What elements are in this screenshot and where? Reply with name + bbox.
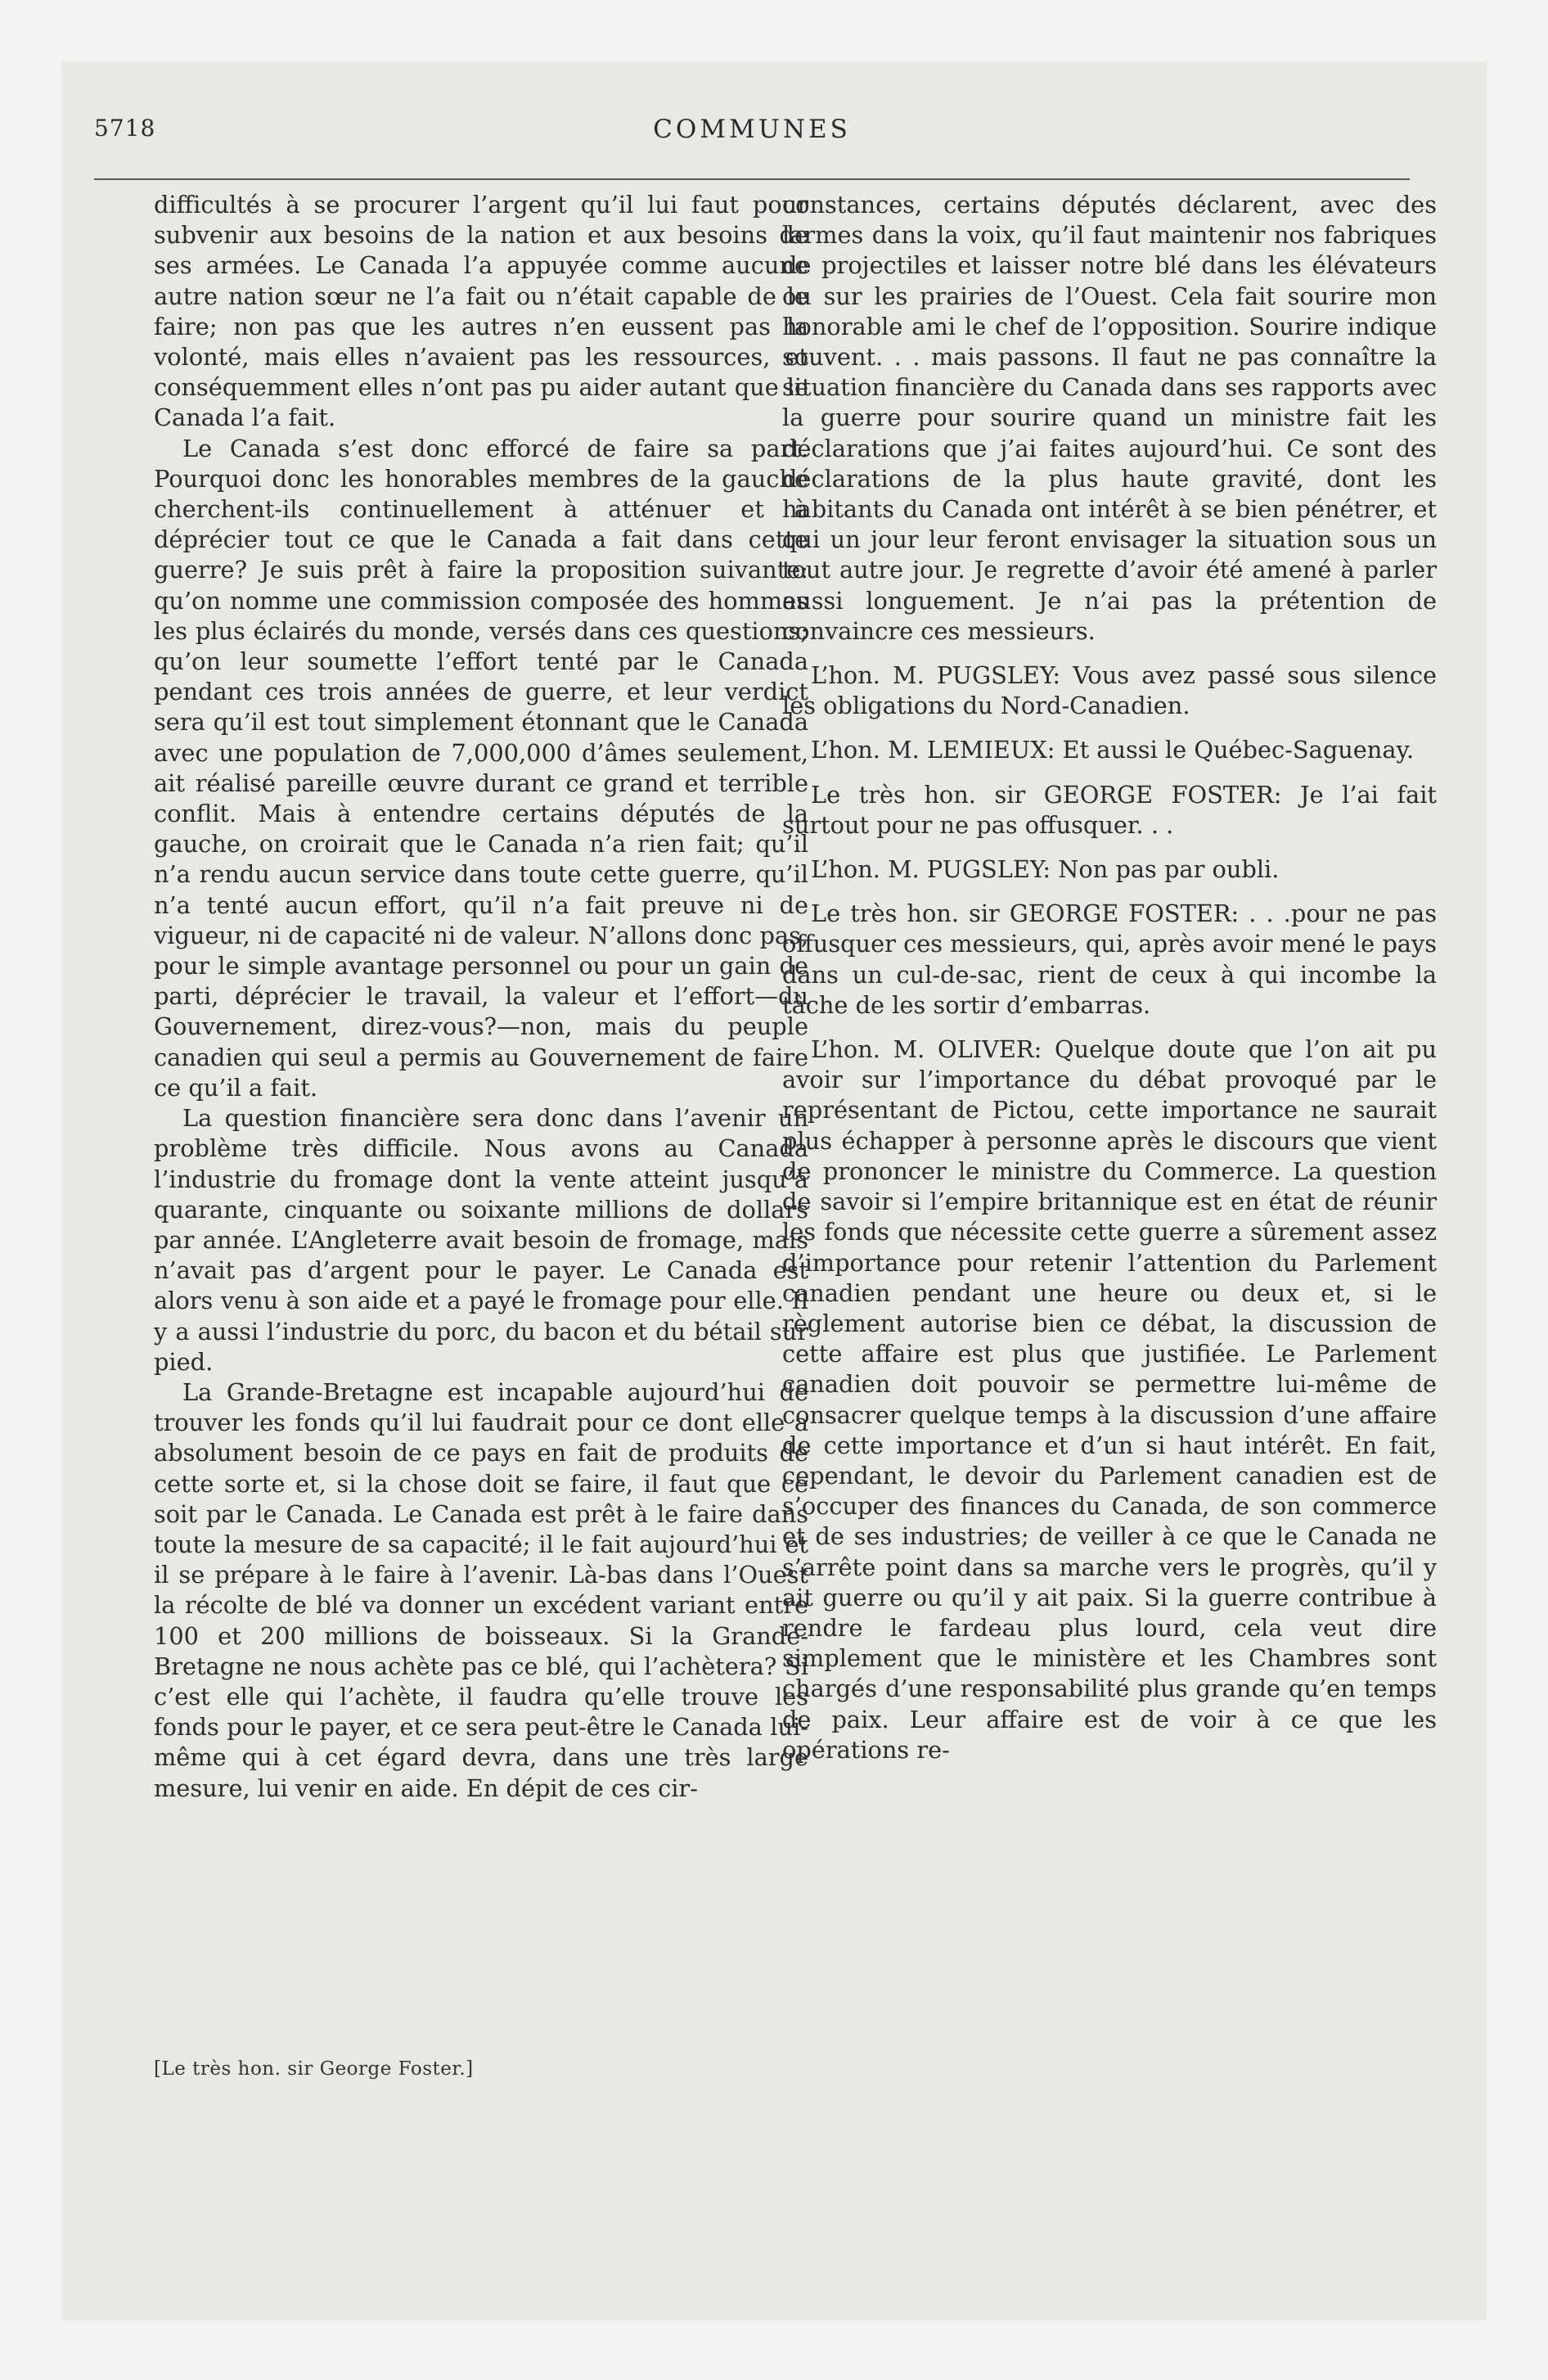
page-number: 5718 <box>94 115 156 142</box>
speech-pugsley: L’hon. M. PUGSLEY: Vous avez passé sous silence les obligations du Nord-Canadien. <box>782 661 1437 720</box>
paragraph: difficultés à se procurer l’argent qu’il lui faut pour subvenir aux besoins de la nation et aux besoins de ses armées. Le Canada l’a appuyée comme aucune autre nation sœur ne l’a fait ou n’était capable de le faire; non pas que les autres n’en eussent pas la volonté, mais elles n’avaient pas les ressources, et conséquemment elles n’ont pas pu aider autant que le Canada l’a fait. <box>154 191 808 432</box>
paragraph: constances, certains députés déclarent, avec des larmes dans la voix, qu’il faut maintenir nos fabriques de projectiles et laisser notre blé dans les élévateurs ou sur les prairies de l’Ouest. Cela fait sourire mon honorable ami le chef de l’opposition. Sourire indique souvent. . . mais passons. Il faut ne pas connaître la situation financière du Canada dans ses rapports avec la guerre pour sourire quand un ministre fait les déclarations que j’ai faites aujourd’hui. Ce sont des déclarations de la plus haute gravité, dont les habitants du Canada ont intérêt à se bien pénétrer, et qui un jour leur feront envisager la situation sous un tout autre jour. Je regrette d’avoir été amené à parler aussi longuement. Je n’ai pas la prétention de convaincre ces messieurs. <box>782 191 1437 645</box>
speech-oliver: L’hon. M. OLIVER: Quelque doute que l’on ait pu avoir sur l’importance du débat provoqué par le représentant de Pictou, cette importance ne saurait plus échapper à personne après le discours que vient de prononcer le ministre du Commerce. La question de savoir si l’empire britannique est en état de réunir les fonds que nécessite cette guerre a sûrement assez d’importance pour retenir l’attention du Parlement canadien pendant une heure ou deux et, si le règlement autorise bien ce débat, la discussion de cette affaire est plus que justifiée. Le Parlement canadien doit pouvoir se permettre lui-même de consacrer quelque temps à la discussion d’une affaire de cette importance et d’un si haut intérêt. En fait, cependant, le devoir du Parlement canadien est de s’occuper des finances du Canada, de son commerce et de ses industries; de veiller à ce que le Canada ne s’arrête point dans sa marche vers le progrès, qu’il y ait guerre ou qu’il y ait paix. Si la guerre contribue à rendre le fardeau plus lourd, cela veut dire simplement que le ministère et les Chambres sont chargés d’une responsabilité plus grande qu’en temps de paix. Leur affaire est de voir à ce que les opérations re- <box>782 1035 1437 1764</box>
speech-pugsley: L’hon. M. PUGSLEY: Non pas par oubli. <box>811 855 1280 884</box>
header-rule <box>94 178 1410 180</box>
speech-foster: Le très hon. sir GEORGE FOSTER: Je l’ai fait surtout pour ne pas offusquer. . . <box>782 780 1437 839</box>
speech-foster: Le très hon. sir GEORGE FOSTER: . . .pour ne pas offusquer ces messieurs, qui, après avoir mené le pays dans un cul-de-sac, rient de ceux à qui incombe la tâche de les sortir d’embarras. <box>782 899 1437 1019</box>
right-column <box>782 190 1437 1765</box>
speech-lemieux: L’hon. M. LEMIEUX: Et aussi le Québec-Saguenay. <box>811 736 1415 764</box>
paragraph: Le Canada s’est donc efforcé de faire sa part. Pourquoi donc les honorables membres de la gauche cherchent-ils continuellement à atténuer et à déprécier tout ce que le Canada a fait dans cette guerre? Je suis prêt à faire la proposition suivante: qu’on nomme une commission composée des hommes les plus éclairés du monde, versés dans ces questions; qu’on leur soumette l’effort tenté par le Canada pendant ces trois années de guerre, et leur verdict sera qu’il est tout simplement étonnant que le Canada avec une population de 7,000,000 d’âmes seulement, ait réalisé pareille œuvre durant ce grand et terrible conflit. Mais à entendre certains députés de la gauche, on croirait que le Canada n’a rien fait; qu’il n’a rendu aucun service dans toute cette guerre, qu’il n’a tenté aucun effort, qu’il n’a fait preuve ni de vigueur, ni de capacité ni de valeur. N’allons donc pas, pour le simple avantage personnel ou pour un gain de parti, déprécier le travail, la valeur et l’effort—du Gouvernement, direz-vous?—non, mais du peuple canadien qui seul a permis au Gouvernement de faire ce qu’il a fait. <box>154 434 808 1102</box>
speaker-footer: [Le très hon. sir George Foster.] <box>154 2058 474 2080</box>
paragraph: La question financière sera donc dans l’avenir un problème très difficile. Nous avons au Canada l’industrie du fromage dont la vente atteint jusqu’à quarante, cinquante ou soixante millions de dollars par année. L’Angleterre avait besoin de fromage, mais n’avait pas d’argent pour le payer. Le Canada est alors venu à son aide et a payé le fromage pour elle. Il y a aussi l’industrie du porc, du bacon et du bétail sur pied. <box>154 1104 808 1376</box>
left-column <box>154 190 808 1804</box>
page-header <box>94 115 1410 147</box>
running-title: COMMUNES <box>653 115 851 144</box>
paragraph: La Grande-Bretagne est incapable aujourd’hui de trouver les fonds qu’il lui faudrait pour ce dont elle a absolument besoin de ce pays en fait de produits de cette sorte et, si la chose doit se faire, il faut que ce soit par le Canada. Le Canada est prêt à le faire dans toute la mesure de sa capacité; il le fait aujourd’hui et il se prépare à le faire à l’avenir. Là-bas dans l’Ouest la récolte de blé va donner un excédent variant entre 100 et 200 millions de boisseaux. Si la Grande-Bretagne ne nous achète pas ce blé, qui l’achètera? Si c’est elle qui l’achète, il faudra qu’elle trouve les fonds pour le payer, et ce sera peut-être le Canada lui-même qui à cet égard devra, dans une très large mesure, lui venir en aide. En dépit de ces cir- <box>154 1377 808 1802</box>
